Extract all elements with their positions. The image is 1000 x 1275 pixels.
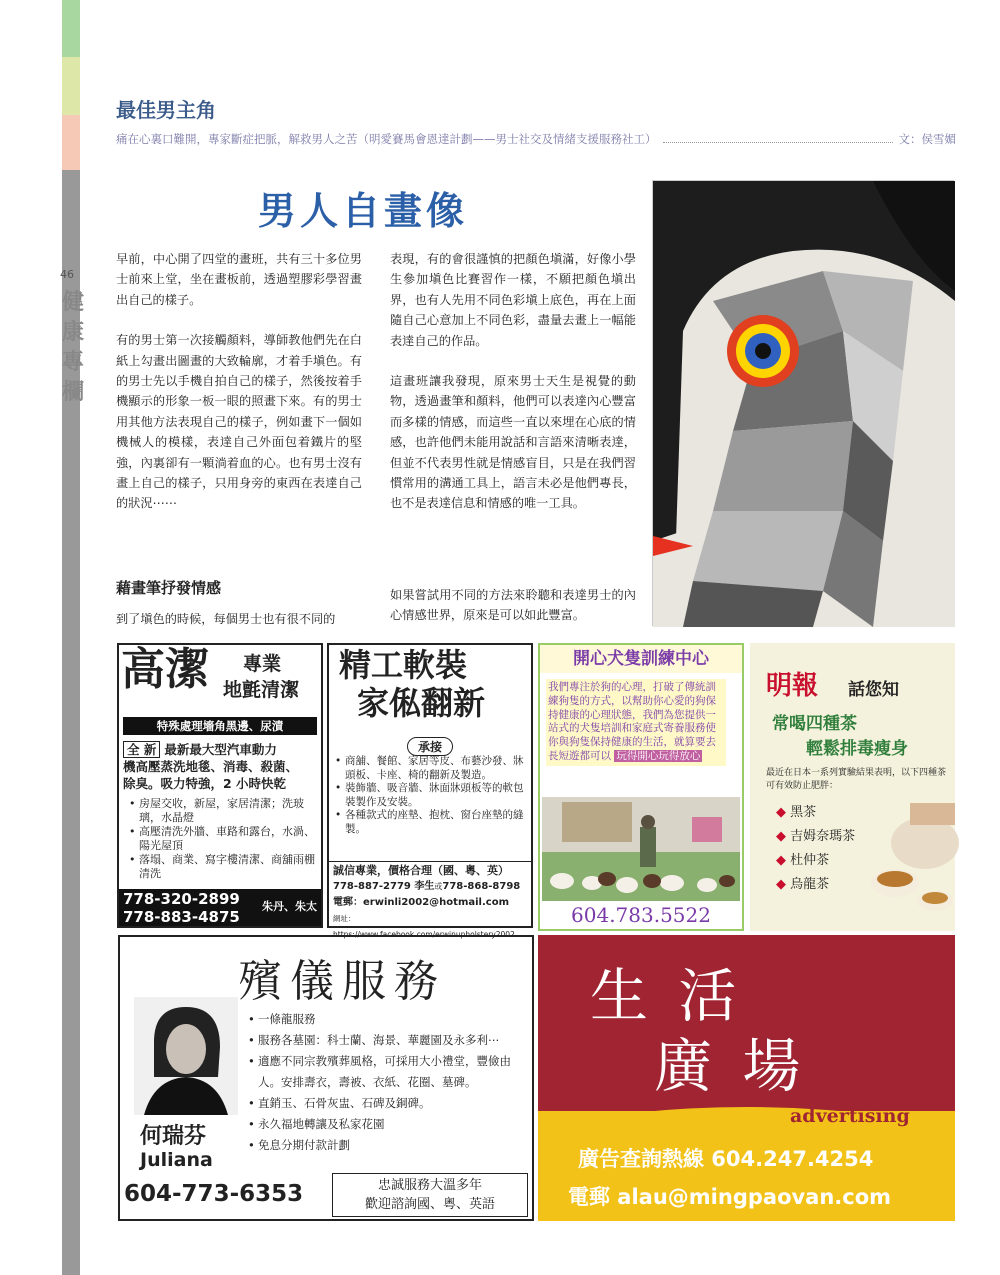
diamond-icon: ◆ xyxy=(776,853,786,868)
ad5-phone[interactable]: 604-773-6353 xyxy=(124,1181,304,1207)
ad1-bullet: • 落塌、商業、寫字樓清潔、商舖雨棚清洗 xyxy=(127,853,317,881)
ad2-contact xyxy=(329,861,531,944)
ad6-sub: advertising xyxy=(790,1105,910,1127)
ad2-title-2: 家俬翻新 xyxy=(357,684,486,722)
ad6-hotline[interactable]: 廣告查詢熱線 604.247.4254 xyxy=(578,1147,874,1171)
ad5-bullet: • 服務各墓園：科士蘭、海景、華麗園及永多利⋯ xyxy=(246,1030,528,1051)
ad1-special: 特殊處理墻角黑邊、尿漬 xyxy=(123,717,317,735)
article-column-2 xyxy=(390,249,636,534)
ad3-highlight: 玩得開心玩得放心 xyxy=(616,749,701,762)
ad5-slogan: 忠誠服務大溫多年 xyxy=(377,1178,482,1193)
ad1-line1: 專業 xyxy=(243,653,282,675)
section-label xyxy=(60,287,86,407)
ad5-title: 殯儀服務 xyxy=(238,956,446,1007)
ad3-title: 開心犬隻訓練中心 xyxy=(540,645,742,673)
page-number: 46 xyxy=(60,268,74,281)
ad4-headline-1: 常喝四種茶 xyxy=(772,714,857,734)
ad-carpet-cleaning[interactable] xyxy=(117,643,323,928)
diamond-icon: ◆ xyxy=(776,829,786,844)
ad3-dog-photo xyxy=(542,797,740,901)
paragraph: 這畫班讓我發現，原來男士天生是視覺的動物，透過畫筆和顏料，他們可以表達內心豐富而多樣的情感，而這些一直以來埋在心底的情感，也許他們未能用說話和言語來清晰表達，但並不代表男性就是情感盲目，只是在我們習慣常用的溝通工具上，語言未必是他們專長，也不是表達信息和情感的唯一工具。 xyxy=(390,374,636,511)
column-title: 最佳男主角 xyxy=(116,98,216,122)
color-strip-peach xyxy=(62,115,80,170)
ad5-bullet: • 一條龍服務 xyxy=(246,1009,528,1030)
tea-item xyxy=(776,825,855,849)
subtitle-text: 痛在心裏口難開，專家斷症把脈，解救男人之苦（明愛賽馬會恩達計劃——男士社交及情緒支援服務社工） xyxy=(116,132,657,146)
ad2-title-1: 精工軟裝 xyxy=(339,646,468,684)
article-column-1 xyxy=(116,249,362,534)
ad3-text xyxy=(546,679,726,766)
ad1-contact: 朱丹、朱太 xyxy=(262,900,317,913)
paragraph: 如果嘗試用不同的方法來聆聽和表達男士的內心情感世界，原來是可以如此豐富。 xyxy=(390,588,636,623)
ad3-phone[interactable]: 604.783.5522 xyxy=(571,903,711,927)
section-char: 欄 xyxy=(61,379,84,405)
ad5-bullet: • 免息分期付款計劃 xyxy=(246,1135,528,1156)
ad4-tea-image xyxy=(855,783,955,923)
ad5-name-en: Juliana xyxy=(140,1149,213,1171)
ad2-bullet: • 裝飾牆、吸音牆、牀面牀頭板等的軟包裝製作及安裝。 xyxy=(333,782,529,809)
ad2-phone[interactable]: 778-887-2779 李生 xyxy=(333,881,435,892)
ad1-feature-line: 最新最大型汽車動力 xyxy=(164,742,277,757)
ad1-features xyxy=(123,741,321,792)
tea-name: 吉姆奈瑪茶 xyxy=(790,829,856,844)
paragraph: 早前，中心開了四堂的畫班，共有三十多位男士前來上堂，坐在畫板前，透過塑膠彩學習畫出自己的樣子。 xyxy=(116,252,362,307)
paragraph: 到了塡色的時候，每個男士也有很不同的 xyxy=(116,612,336,626)
ad2-web[interactable]: https://www.facebook.com/erwinupholstery2002 xyxy=(333,930,515,939)
article-subhead: 藉畫筆抒發情感 xyxy=(116,579,222,597)
ad4-intro: 最近在日本一系列實驗結果表明，以下四種茶可有效防止肥胖： xyxy=(766,768,947,791)
ad6-email[interactable]: 電郵 alau@mingpaovan.com xyxy=(568,1185,892,1209)
ad1-phone-1[interactable]: 778-320-2899 xyxy=(123,890,240,908)
ad2-email[interactable]: 電郵：erwinli2002@hotmail.com xyxy=(333,897,509,908)
ad4-tea-list xyxy=(776,801,855,897)
ad2-or: 或 xyxy=(434,882,443,891)
ad6-title-1: 生 活 xyxy=(590,962,743,1030)
ad1-bullet: • 房屋交收，新屋，家居清潔；洗玻璃，水晶燈 xyxy=(127,797,317,825)
diamond-icon: ◆ xyxy=(776,805,786,820)
tea-name: 烏龍茶 xyxy=(790,877,830,892)
ad4-brand: 明報 xyxy=(766,671,819,701)
tea-item xyxy=(776,801,855,825)
diamond-icon: ◆ xyxy=(776,877,786,892)
ad1-line2: 地氈清潔 xyxy=(223,679,300,701)
ad4-brand-suffix: 話您知 xyxy=(848,680,899,700)
color-strip-yellow xyxy=(62,57,80,115)
ad5-slogan-box xyxy=(332,1173,528,1217)
byline: 文：侯雪媚 xyxy=(898,132,956,146)
article-headline: 男人自畫像 xyxy=(258,188,469,233)
ad4-headline-2: 輕鬆排毒瘦身 xyxy=(806,739,908,759)
ad5-bullet: • 永久福地轉讓及私家花園 xyxy=(246,1114,528,1135)
ad2-tagline: 誠信專業，價格合理（國、粵、英） xyxy=(333,864,509,877)
tea-item xyxy=(776,873,855,897)
ad1-bullets xyxy=(127,797,317,881)
ad6-title-2: 廣 場 xyxy=(654,1032,807,1100)
ad-funeral-services[interactable] xyxy=(118,935,534,1221)
ad1-feature-line: 機高壓蒸洗地毯、消毒、殺菌、 xyxy=(123,759,299,774)
self-portrait-painting xyxy=(652,180,954,626)
tea-name: 杜仲茶 xyxy=(790,853,830,868)
paragraph: 表現，有的會很謹慎的把顏色塡滿，好像小學生參加塡色比賽習作一樣，不願把顏色塡出界，也有人先用不同色彩塡上底色，再在上面隨自己心意加上不同色彩，盡量去畫上一幅能表達自己的作品。 xyxy=(390,252,636,348)
ad1-brand: 高潔 xyxy=(121,644,209,695)
ad-lifestyle-plaza[interactable] xyxy=(538,935,955,1221)
section-char: 健 xyxy=(61,289,84,315)
ad1-bullet: • 高壓清洗外牆、車路和露台，水渦、陽光屋頂 xyxy=(127,825,317,853)
ad-mingpao-tea[interactable] xyxy=(750,643,955,931)
ad1-new-tag: 全 新 xyxy=(123,741,160,758)
ad5-name-cn: 何瑞芬 xyxy=(140,1124,207,1149)
ad2-bullet: • 商舖、餐館、家居等皮、布藝沙發、牀頭板、卡座、椅的翻新及製造。 xyxy=(333,755,529,782)
tea-name: 黑茶 xyxy=(790,805,817,820)
ad5-slogan: 歡迎諮詢國、粵、英語 xyxy=(364,1197,495,1212)
subtitle-line xyxy=(116,131,956,147)
dot-leader xyxy=(663,135,893,143)
ad2-web-label: 網址： xyxy=(333,914,356,923)
ad2-badge: 承接 xyxy=(407,737,453,756)
paragraph: 有的男士第一次接觸顏料，導師教他們先在白紙上勾畫出圖畫的大致輪廓，才着手塡色。有的男士先以手機自拍自己的樣子，然後按着手機顯示的形象一板一眼的照畫下來。有的男士用其他方法表現自己的樣子，例如畫下一個如機械人的模樣，表達自己外面包着鐵片的堅強，內裏卻有一顆淌着血的心。也有男士沒有畫上自己的樣子，只用身旁的東西在表達自己的狀況⋯⋯ xyxy=(116,333,362,511)
ad5-portrait-photo xyxy=(134,997,238,1115)
ad1-phones xyxy=(119,889,321,926)
ad-dog-training[interactable] xyxy=(538,643,744,931)
ad5-bullet: • 直銷玉、石骨灰盅、石碑及銅碑。 xyxy=(246,1093,528,1114)
ad5-bullets xyxy=(246,1009,528,1156)
section-char: 專 xyxy=(61,349,84,375)
ad3-body: 我們專注於狗的心理，打破了傳統訓練狗隻的方式，以幫助你心愛的狗保持健康的心理狀態，我們為您提供一站式的犬隻培訓和家庭式寄養服務使你與狗隻保持健康的生活，就算要去長短遊都可以 xyxy=(548,681,716,762)
ad5-bullet: • 適應不同宗教殯葬風格，可採用大小禮堂，豐儉由人。安排壽衣，壽被、衣紙、花圈、墓碑。 xyxy=(246,1051,528,1093)
ad1-phone-2[interactable]: 778-883-4875 xyxy=(123,908,240,926)
ad2-bullet: • 各種款式的座墊、抱枕、窗台座墊的縫製。 xyxy=(333,809,529,836)
ad2-phone-2[interactable]: 778-868-8798 xyxy=(442,881,521,892)
ad2-bullets xyxy=(333,755,529,836)
tea-item xyxy=(776,849,855,873)
ad1-feature-line: 除臭。吸力特強，2 小時快乾 xyxy=(123,776,287,791)
color-strip-green xyxy=(62,0,80,57)
ad-upholstery[interactable] xyxy=(327,643,533,939)
section-char: 康 xyxy=(61,319,84,345)
